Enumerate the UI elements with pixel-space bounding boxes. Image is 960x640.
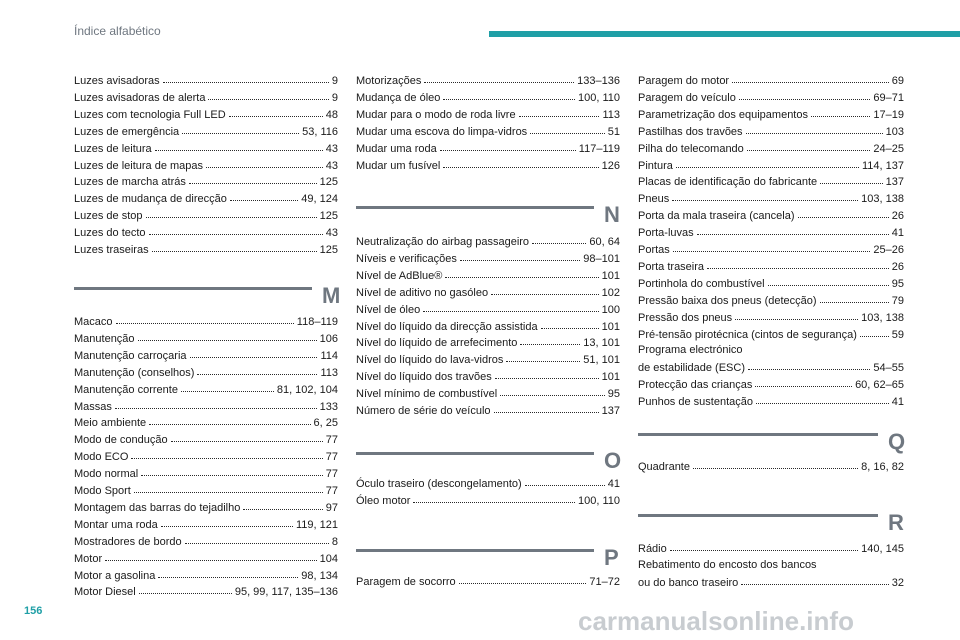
entry-pages: 125 xyxy=(319,210,338,223)
entry-term: Porta-luvas xyxy=(638,227,694,240)
entry-term: Luzes avisadoras xyxy=(74,75,160,87)
section-divider xyxy=(638,514,878,517)
entry-term: Nível de AdBlue® xyxy=(356,269,443,282)
dot-leader xyxy=(185,533,329,544)
index-entry xyxy=(356,493,620,509)
index-entry xyxy=(74,208,338,224)
dot-leader xyxy=(494,402,599,413)
dot-leader xyxy=(139,583,232,594)
index-entry xyxy=(74,174,338,190)
index-entry xyxy=(356,73,620,89)
entry-term: Motor xyxy=(74,552,103,565)
index-entry xyxy=(356,369,620,385)
dot-leader xyxy=(171,431,323,442)
entry-pages: 97 xyxy=(325,501,338,514)
entry-pages: 140, 145 xyxy=(861,543,904,555)
entry-pages: 125 xyxy=(319,176,338,189)
entry-pages: 103 xyxy=(885,125,904,138)
index-entry xyxy=(74,415,338,431)
index-entry xyxy=(638,191,904,207)
entry-pages: 13, 101 xyxy=(583,337,620,350)
entry-pages: 95 xyxy=(891,277,904,290)
index-entry xyxy=(638,310,904,326)
index-entry xyxy=(74,90,338,106)
dot-leader xyxy=(768,275,889,286)
entry-pages: 100, 110 xyxy=(577,494,620,507)
entry-pages: 95, 99, 117, 135–136 xyxy=(234,586,338,599)
entry-term: Manutenção corrente xyxy=(74,383,178,396)
entry-pages: 77 xyxy=(325,485,338,497)
entry-pages: 32 xyxy=(891,576,904,589)
dot-leader xyxy=(747,140,871,151)
index-entry xyxy=(356,335,620,351)
entry-term: Modo ECO xyxy=(74,451,129,464)
section-letter: N xyxy=(604,202,620,227)
dot-leader xyxy=(520,334,580,345)
entry-pages: 54–55 xyxy=(873,362,904,375)
dot-leader xyxy=(413,492,575,503)
index-entry xyxy=(638,107,904,123)
section-letter: M xyxy=(322,283,341,308)
dot-leader xyxy=(735,309,858,320)
dot-leader xyxy=(739,89,871,100)
dot-leader xyxy=(491,284,599,295)
index-entry xyxy=(638,394,904,410)
entry-pages: 24–25 xyxy=(873,142,904,155)
dot-leader xyxy=(519,106,600,117)
entry-term: Pneus xyxy=(638,193,670,206)
entry-term: Óculo traseiro (descongelamento) xyxy=(356,478,522,490)
index-entry xyxy=(638,158,904,174)
entry-pages: 69–71 xyxy=(873,91,904,104)
index-entry xyxy=(356,574,620,590)
dot-leader xyxy=(525,475,605,486)
dot-leader xyxy=(141,465,323,476)
index-entry xyxy=(638,327,904,343)
dot-leader xyxy=(131,448,322,459)
section-letter: O xyxy=(604,448,622,473)
dot-leader xyxy=(134,482,323,493)
section-divider xyxy=(356,549,594,552)
dot-leader xyxy=(541,318,599,329)
index-entry xyxy=(74,517,338,533)
index-entry xyxy=(74,141,338,157)
section-divider xyxy=(638,433,878,436)
entry-pages: 101 xyxy=(601,320,620,333)
index-entry xyxy=(74,568,338,584)
entry-term: Meio ambiente xyxy=(74,417,147,430)
entry-pages: 60, 64 xyxy=(589,236,620,248)
entry-pages: 41 xyxy=(891,227,904,240)
entry-pages: 77 xyxy=(325,434,338,447)
entry-term: Protecção das crianças xyxy=(638,379,753,392)
entry-term: Placas de identificação do fabricante xyxy=(638,176,818,189)
entry-pages: 101 xyxy=(601,269,620,282)
entry-term: Pressão baixa dos pneus (detecção) xyxy=(638,294,817,307)
dot-leader xyxy=(105,550,317,561)
entry-term: Luzes traseiras xyxy=(74,244,149,256)
index-entry xyxy=(638,377,904,393)
dot-leader xyxy=(158,567,298,578)
entry-term: Modo normal xyxy=(74,468,139,481)
entry-pages: 8 xyxy=(331,535,338,548)
dot-leader xyxy=(208,89,328,100)
index-entry xyxy=(356,234,620,250)
dot-leader xyxy=(189,173,317,184)
entry-pages: 59 xyxy=(891,328,904,341)
dot-leader xyxy=(798,207,889,218)
dot-leader xyxy=(230,190,298,201)
entry-term: Manutenção xyxy=(74,332,135,345)
entry-pages: 41 xyxy=(891,396,904,409)
entry-term: Nível de óleo xyxy=(356,303,421,316)
index-entry xyxy=(638,541,904,557)
entry-term: Luzes de emergência xyxy=(74,125,180,138)
entry-term: Pilha do telecomando xyxy=(638,142,744,155)
entry-term: Porta traseira xyxy=(638,260,705,273)
index-entry xyxy=(74,73,338,89)
index-entry xyxy=(638,459,904,475)
entry-pages: 117–119 xyxy=(578,142,620,155)
dot-leader xyxy=(443,157,598,168)
index-entry xyxy=(74,500,338,516)
dot-leader xyxy=(506,351,580,362)
index-entry xyxy=(74,382,338,398)
entry-term: Luzes com tecnologia Full LED xyxy=(74,108,226,121)
entry-term: Portinhola do combustível xyxy=(638,277,765,290)
dot-leader xyxy=(748,359,870,370)
index-entry xyxy=(356,107,620,123)
entry-term: Nível de aditivo no gasóleo xyxy=(356,286,489,299)
index-entry xyxy=(356,158,620,174)
dot-leader xyxy=(115,398,317,409)
entry-term: Massas xyxy=(74,400,112,413)
entry-pages: 119, 121 xyxy=(295,518,338,531)
index-entry xyxy=(74,331,338,347)
dot-leader xyxy=(138,330,317,341)
index-entry xyxy=(74,432,338,448)
entry-term: Paragem de socorro xyxy=(356,576,456,588)
entry-pages: 48 xyxy=(325,108,338,121)
entry-pages: 9 xyxy=(331,91,338,104)
dot-leader xyxy=(116,313,294,324)
entry-term: Modo de condução xyxy=(74,434,168,447)
dot-leader xyxy=(182,123,299,134)
dot-leader xyxy=(155,140,323,151)
entry-pages: 43 xyxy=(325,227,338,240)
entry-term: Motor Diesel xyxy=(74,586,136,599)
index-entry-line: Programa electrónico xyxy=(638,344,743,357)
entry-term: Mudança de óleo xyxy=(356,91,441,104)
entry-pages: 114, 137 xyxy=(861,159,904,172)
dot-leader xyxy=(697,224,889,235)
entry-pages: 113 xyxy=(602,108,620,121)
entry-pages: 6, 25 xyxy=(313,417,338,430)
entry-pages: 26 xyxy=(891,210,904,223)
entry-pages: 51, 101 xyxy=(583,354,620,367)
index-entry xyxy=(74,584,338,600)
dot-leader xyxy=(693,458,858,469)
entry-pages: 118–119 xyxy=(296,316,338,328)
dot-leader xyxy=(746,123,883,134)
entry-term: Nível mínimo de combustível xyxy=(356,388,498,401)
entry-term: Punhos de sustentação xyxy=(638,396,753,409)
entry-term: Pastilhas dos travões xyxy=(638,125,743,138)
index-entry xyxy=(638,360,904,376)
entry-term: Nível do líquido dos travões xyxy=(356,371,492,384)
index-entry xyxy=(74,551,338,567)
index-entry xyxy=(74,158,338,174)
dot-leader xyxy=(424,72,574,83)
index-entry xyxy=(638,141,904,157)
entry-term: Portas xyxy=(638,244,670,256)
entry-pages: 95 xyxy=(607,388,620,401)
entry-pages: 26 xyxy=(891,260,904,273)
entry-term: Níveis e verificações xyxy=(356,252,457,265)
page-header-title: Índice alfabético xyxy=(74,24,161,38)
index-entry xyxy=(74,314,338,330)
index-entry xyxy=(356,352,620,368)
entry-pages: 126 xyxy=(601,159,620,172)
entry-term: Rádio xyxy=(638,543,667,555)
index-entry xyxy=(638,73,904,89)
header-accent-bar xyxy=(489,31,960,37)
dot-leader xyxy=(161,516,293,527)
entry-term: Luzes de marcha atrás xyxy=(74,176,186,189)
entry-pages: 137 xyxy=(885,176,904,189)
dot-leader xyxy=(152,241,317,252)
index-entry xyxy=(638,259,904,275)
index-entry xyxy=(74,225,338,241)
entry-pages: 125 xyxy=(319,244,338,256)
index-entry xyxy=(356,141,620,157)
dot-leader xyxy=(440,140,576,151)
entry-term: Montagem das barras do tejadilho xyxy=(74,501,241,514)
entry-term: Paragem do veículo xyxy=(638,91,736,104)
entry-term: Paragem do motor xyxy=(638,75,730,87)
entry-pages: 25–26 xyxy=(873,244,904,256)
dot-leader xyxy=(149,224,323,235)
index-entry xyxy=(74,466,338,482)
dot-leader xyxy=(532,233,586,244)
index-entry xyxy=(74,483,338,499)
index-entry xyxy=(638,90,904,106)
entry-term: de estabilidade (ESC) xyxy=(638,362,746,375)
entry-pages: 71–72 xyxy=(589,576,620,588)
dot-leader xyxy=(820,173,882,184)
entry-term: Luzes do tecto xyxy=(74,227,146,240)
entry-term: Manutenção carroçaria xyxy=(74,349,187,362)
index-entry xyxy=(638,242,904,258)
entry-pages: 77 xyxy=(325,451,338,464)
index-entry xyxy=(638,293,904,309)
dot-leader xyxy=(459,573,587,584)
page-number: 156 xyxy=(24,605,43,617)
entry-term: Pré-tensão pirotécnica (cintos de segurança) xyxy=(638,328,857,341)
section-divider xyxy=(356,206,594,209)
dot-leader xyxy=(756,393,889,404)
index-entry xyxy=(356,251,620,267)
entry-term: Luzes avisadoras de alerta xyxy=(74,91,206,104)
entry-pages: 49, 124 xyxy=(301,193,338,206)
entry-pages: 51 xyxy=(607,125,620,138)
index-entry xyxy=(356,285,620,301)
section-letter: Q xyxy=(888,429,906,454)
entry-term: Mostradores de bordo xyxy=(74,535,182,548)
entry-term: Porta da mala traseira (cancela) xyxy=(638,210,795,223)
dot-leader xyxy=(500,385,605,396)
dot-leader xyxy=(146,207,317,218)
entry-term: Óleo motor xyxy=(356,494,411,507)
dot-leader xyxy=(149,414,310,425)
entry-pages: 69 xyxy=(891,75,904,87)
index-entry xyxy=(638,276,904,292)
dot-leader xyxy=(197,364,317,375)
entry-term: Pintura xyxy=(638,159,673,172)
watermark: carmanualsonline.info xyxy=(578,606,854,636)
dot-leader xyxy=(445,267,598,278)
index-entry xyxy=(638,174,904,190)
dot-leader xyxy=(741,574,888,585)
entry-pages: 114 xyxy=(320,349,338,362)
dot-leader xyxy=(181,381,274,392)
dot-leader xyxy=(530,123,605,134)
entry-pages: 103, 138 xyxy=(861,193,904,206)
dot-leader xyxy=(860,326,889,337)
entry-pages: 104 xyxy=(319,552,338,565)
index-entry xyxy=(638,225,904,241)
entry-term: Macaco xyxy=(74,316,113,328)
entry-term: Luzes de mudança de direcção xyxy=(74,193,227,206)
entry-term: Mudar uma roda xyxy=(356,142,437,155)
entry-pages: 100, 110 xyxy=(577,91,620,104)
entry-pages: 77 xyxy=(325,468,338,481)
entry-term: Mudar para o modo de roda livre xyxy=(356,108,516,121)
index-entry xyxy=(74,399,338,415)
entry-term: Parametrização dos equipamentos xyxy=(638,108,808,121)
dot-leader xyxy=(423,301,598,312)
dot-leader xyxy=(163,72,329,83)
dot-leader xyxy=(707,258,889,269)
entry-term: Montar uma roda xyxy=(74,518,158,531)
index-entry xyxy=(638,124,904,140)
entry-pages: 43 xyxy=(325,142,338,155)
dot-leader xyxy=(495,368,599,379)
entry-pages: 81, 102, 104 xyxy=(276,383,338,396)
entry-pages: 137 xyxy=(601,405,620,417)
index-entry xyxy=(356,319,620,335)
index-entry xyxy=(638,208,904,224)
entry-term: Nível do líquido de arrefecimento xyxy=(356,337,518,350)
index-entry xyxy=(74,449,338,465)
entry-term: Luzes de leitura xyxy=(74,142,152,155)
entry-pages: 133 xyxy=(319,400,338,413)
dot-leader xyxy=(243,499,322,510)
index-entry xyxy=(356,386,620,402)
entry-pages: 98–101 xyxy=(583,252,620,265)
dot-leader xyxy=(811,106,870,117)
entry-term: Motor a gasolina xyxy=(74,569,156,582)
entry-term: Neutralização do airbag passageiro xyxy=(356,236,530,248)
entry-pages: 8, 16, 82 xyxy=(861,461,904,473)
dot-leader xyxy=(820,292,889,303)
dot-leader xyxy=(206,157,323,168)
entry-pages: 9 xyxy=(331,75,338,87)
dot-leader xyxy=(460,250,580,261)
entry-pages: 103, 138 xyxy=(861,311,904,324)
entry-pages: 60, 62–65 xyxy=(855,379,904,392)
entry-pages: 102 xyxy=(601,286,620,299)
entry-pages: 41 xyxy=(607,478,620,490)
entry-term: Luzes de leitura de mapas xyxy=(74,159,204,172)
index-entry xyxy=(74,365,338,381)
index-entry xyxy=(356,268,620,284)
index-entry xyxy=(74,348,338,364)
entry-term: Mudar uma escova do limpa-vidros xyxy=(356,125,528,138)
index-entry xyxy=(356,90,620,106)
entry-pages: 98, 134 xyxy=(301,569,338,582)
index-entry xyxy=(638,575,904,591)
dot-leader xyxy=(755,376,852,387)
index-entry xyxy=(356,403,620,419)
index-entry-line: Rebatimento do encosto dos bancos xyxy=(638,558,817,571)
dot-leader xyxy=(670,540,858,551)
dot-leader xyxy=(672,190,858,201)
entry-pages: 133–136 xyxy=(577,75,620,87)
entry-term: Pressão dos pneus xyxy=(638,311,733,324)
entry-pages: 79 xyxy=(891,294,904,307)
entry-term: Manutenção (conselhos) xyxy=(74,366,195,379)
entry-term: Motorizações xyxy=(356,75,422,87)
dot-leader xyxy=(443,89,575,100)
entry-term: Modo Sport xyxy=(74,485,131,497)
index-entry xyxy=(74,242,338,258)
entry-pages: 113 xyxy=(320,366,338,379)
section-letter: R xyxy=(888,510,904,535)
entry-pages: 100 xyxy=(601,303,620,316)
entry-pages: 53, 116 xyxy=(302,125,338,138)
entry-term: Quadrante xyxy=(638,461,690,473)
index-entry xyxy=(74,107,338,123)
entry-term: Nível do líquido da direcção assistida xyxy=(356,320,538,333)
entry-pages: 101 xyxy=(601,371,620,384)
entry-term: Nível do líquido do lava-vidros xyxy=(356,354,504,367)
index-entry xyxy=(74,534,338,550)
dot-leader xyxy=(229,106,323,117)
entry-term: Luzes de stop xyxy=(74,210,143,223)
dot-leader xyxy=(676,157,859,168)
dot-leader xyxy=(732,72,889,83)
dot-leader xyxy=(673,241,871,252)
entry-pages: 17–19 xyxy=(873,108,904,121)
section-letter: P xyxy=(604,545,619,570)
dot-leader xyxy=(190,347,318,358)
entry-pages: 106 xyxy=(319,332,338,345)
section-divider xyxy=(74,287,312,290)
entry-term: Mudar um fusível xyxy=(356,159,441,172)
index-entry xyxy=(356,302,620,318)
index-entry xyxy=(356,476,620,492)
index-entry xyxy=(74,124,338,140)
index-entry xyxy=(74,191,338,207)
index-entry xyxy=(356,124,620,140)
section-divider xyxy=(356,452,594,455)
entry-term: ou do banco traseiro xyxy=(638,576,739,589)
entry-pages: 43 xyxy=(325,159,338,172)
entry-term: Número de série do veículo xyxy=(356,405,491,417)
